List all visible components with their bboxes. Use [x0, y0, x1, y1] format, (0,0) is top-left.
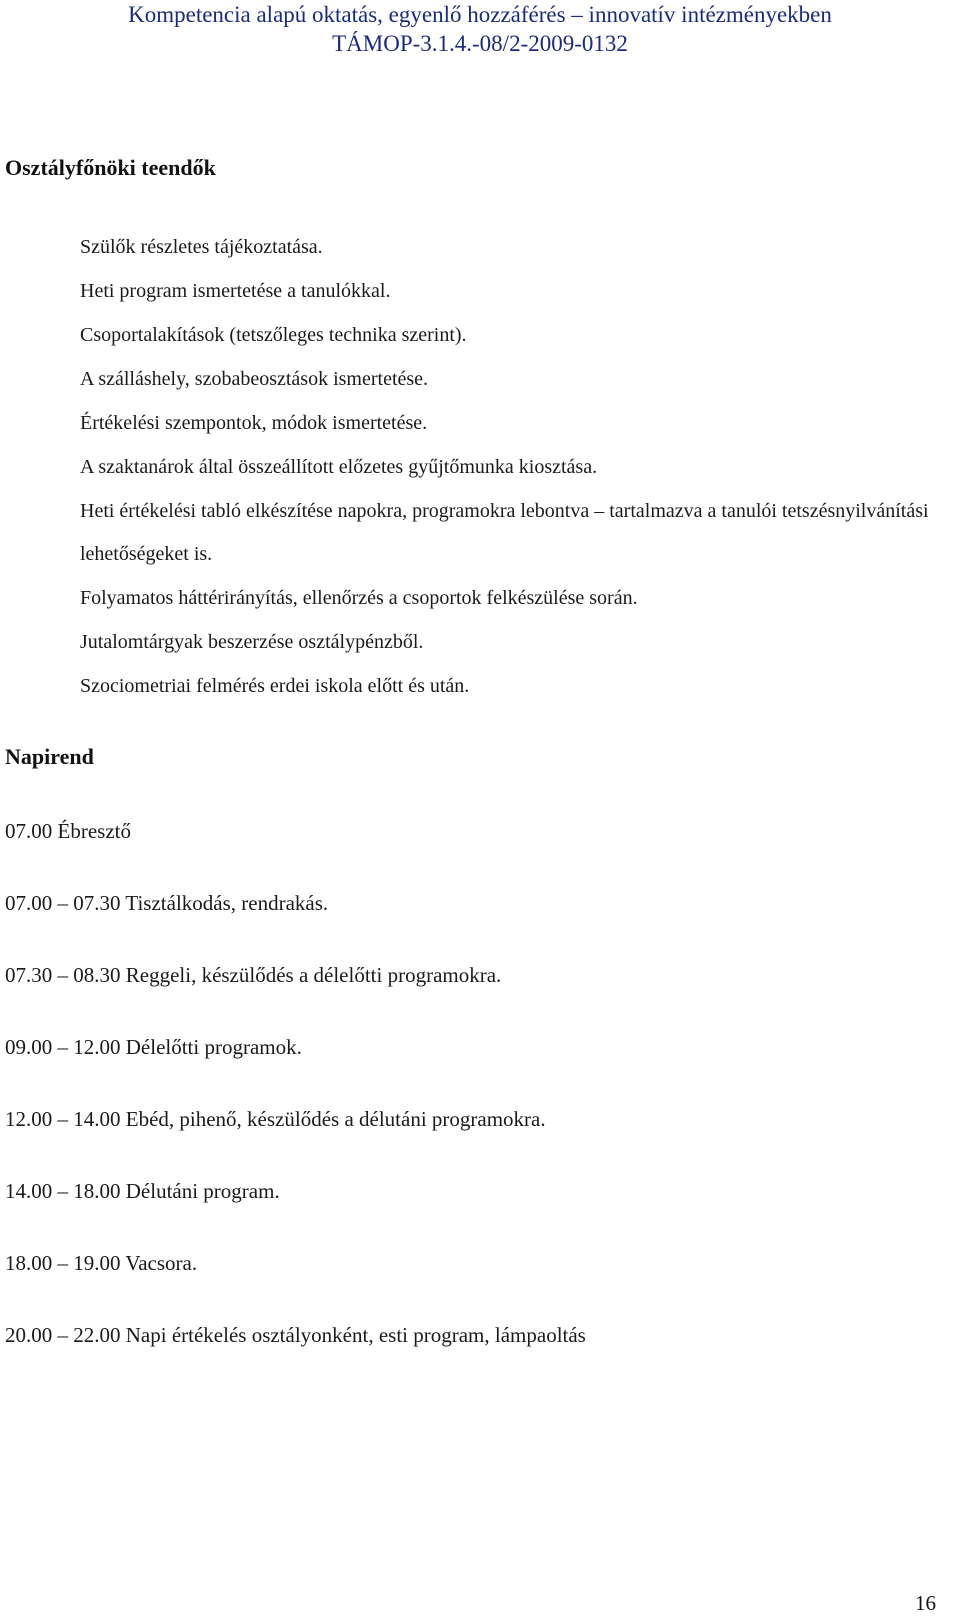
- list-item: Jutalomtárgyak beszerzése osztálypénzből.: [80, 631, 424, 653]
- napirend-list: [5, 818, 586, 1394]
- list-item: Heti értékelési tabló elkészítése napokra, programokra lebontva – tartalmazva a tanulói tetszésnyilvánítási lehetőségeket is.: [80, 500, 929, 565]
- teendok-list: [80, 233, 950, 716]
- list-item: Értékelési szempontok, módok ismertetése.: [80, 412, 428, 434]
- schedule-item: 14.00 – 18.00 Délutáni program.: [5, 1179, 280, 1203]
- section-title-teendok: Osztályfőnöki teendők: [5, 155, 216, 180]
- schedule-item: 20.00 – 22.00 Napi értékelés osztályonként, esti program, lámpaoltás: [5, 1323, 586, 1347]
- header-project-code: TÁMOP-3.1.4.-08/2-2009-0132: [332, 31, 628, 56]
- page-header: [0, 0, 960, 58]
- schedule-item: 12.00 – 14.00 Ebéd, pihenő, készülődés a délutáni programokra.: [5, 1107, 546, 1131]
- header-project-title: Kompetencia alapú oktatás, egyenlő hozzáférés – innovatív intézményekben: [128, 2, 832, 27]
- list-item: Szociometriai felmérés erdei iskola előtt és után.: [80, 675, 470, 697]
- list-item: Heti program ismertetése a tanulókkal.: [80, 280, 391, 302]
- list-item: Szülők részletes tájékoztatása.: [80, 236, 323, 258]
- list-item: Folyamatos háttérirányítás, ellenőrzés a csoportok felkészülése során.: [80, 587, 638, 609]
- section-title-napirend: Napirend: [5, 744, 94, 769]
- schedule-item: 18.00 – 19.00 Vacsora.: [5, 1251, 198, 1275]
- schedule-item: 09.00 – 12.00 Délelőtti programok.: [5, 1035, 302, 1059]
- page-number: 16: [915, 1591, 936, 1615]
- schedule-item: 07.00 – 07.30 Tisztálkodás, rendrakás.: [5, 891, 329, 915]
- schedule-item: 07.30 – 08.30 Reggeli, készülődés a délelőtti programokra.: [5, 963, 502, 987]
- list-item: Csoportalakítások (tetszőleges technika szerint).: [80, 324, 467, 346]
- list-item: A szaktanárok által összeállított előzetes gyűjtőmunka kiosztása.: [80, 456, 598, 478]
- schedule-item: 07.00 Ébresztő: [5, 819, 131, 843]
- list-item: A szálláshely, szobabeosztások ismertetése.: [80, 368, 429, 390]
